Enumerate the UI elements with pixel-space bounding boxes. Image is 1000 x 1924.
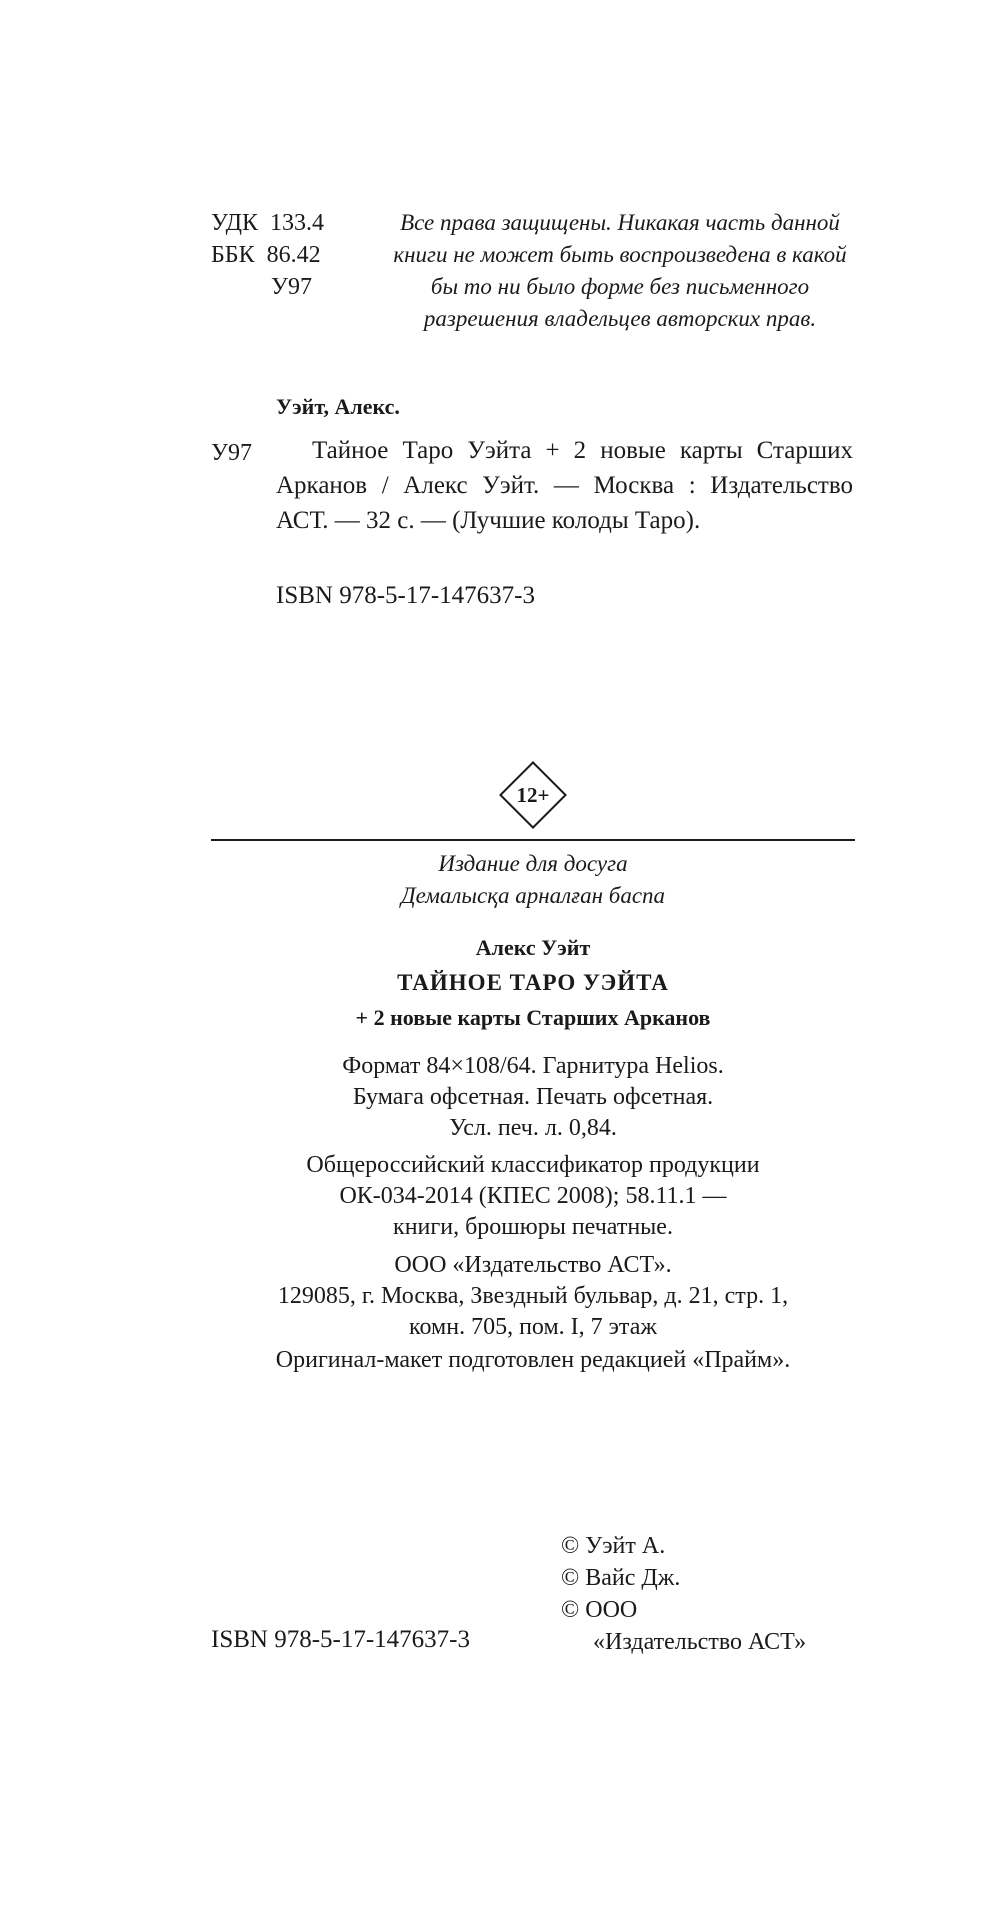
- print-specs: [211, 1051, 855, 1144]
- book-author: Алекс Уэйт: [475, 935, 591, 960]
- divider: [211, 839, 855, 841]
- copyright-line: © Вайс Дж.: [561, 1565, 681, 1591]
- cutter-mark: У97: [211, 440, 252, 466]
- classifier-line: книги, брошюры печатные.: [393, 1214, 673, 1240]
- edition-type: [211, 848, 855, 912]
- copyright-line: © ООО: [561, 1597, 638, 1623]
- bbk-code: ББК 86.42: [211, 242, 321, 268]
- age-rating-badge: [498, 760, 568, 830]
- layout-note: Оригинал-макет подготовлен редакцией «Прайм».: [275, 1347, 791, 1373]
- udk-code: УДК 133.4: [211, 210, 324, 236]
- isbn-bottom: ISBN 978-5-17-147637-3: [211, 1626, 471, 1653]
- rights-notice: Все права защищены. Никакая часть данной книги не может быть воспроизведена в какой бы то ни было форме без письменного разрешения владельцев авторских прав.: [393, 210, 847, 331]
- specs-line: Формат 84×108/64. Гарнитура Helios.: [342, 1053, 724, 1079]
- book-subtitle: + 2 новые карты Старших Арканов: [355, 1005, 711, 1030]
- classifier-line: ОК-034-2014 (КПЕС 2008); 58.11.1 —: [339, 1183, 727, 1209]
- book-title: ТАЙНОЕ ТАРО УЭЙТА: [397, 970, 669, 995]
- copyright-line: © Уэйт А.: [561, 1533, 666, 1559]
- bibliographic-description: Тайное Таро Уэйта + 2 новые карты Старших Арканов / Алекс Уэйт. — Москва : Издательство АСТ. — 32 с. — (Лучшие колоды Таро).: [276, 437, 853, 534]
- edition-type-russian: Издание для досуга: [438, 851, 628, 876]
- classification-codes: [211, 207, 324, 303]
- publisher-line: 129085, г. Москва, Звездный бульвар, д. 21, стр. 1,: [277, 1283, 789, 1309]
- edition-type-kazakh: Демалысқа арналған баспа: [400, 883, 666, 908]
- copyright-block: [561, 1530, 806, 1658]
- publisher-line: комн. 705, пом. I, 7 этаж: [409, 1314, 657, 1340]
- classifier-line: Общероссийский классификатор продукции: [306, 1152, 760, 1178]
- age-rating-text: 12+: [516, 782, 550, 807]
- publisher-line: ООО «Издательство АСТ».: [394, 1252, 672, 1278]
- cutter-code: У97: [211, 274, 312, 300]
- specs-line: Усл. печ. л. 0,84.: [449, 1115, 617, 1141]
- publisher-info: [211, 1250, 855, 1343]
- specs-line: Бумага офсетная. Печать офсетная.: [352, 1084, 714, 1110]
- copyright-line: «Издательство АСТ»: [593, 1629, 807, 1655]
- author-heading: Уэйт, Алекс.: [276, 394, 400, 419]
- isbn-top: ISBN 978-5-17-147637-3: [276, 582, 536, 609]
- product-classifier: [211, 1150, 855, 1243]
